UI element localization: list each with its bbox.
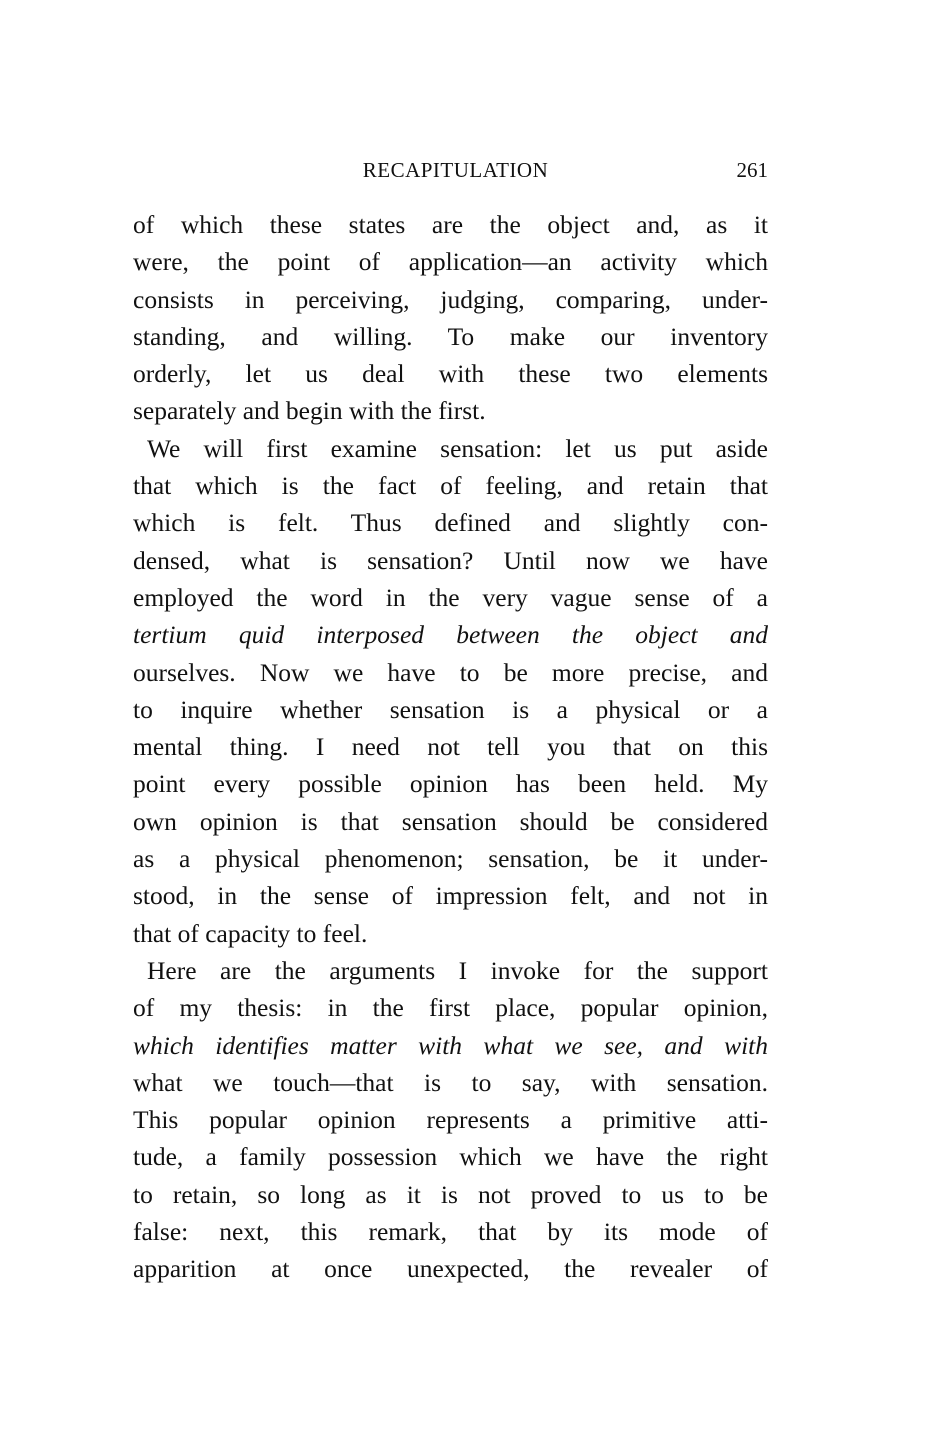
page-body (133, 206, 768, 1288)
text-line: ourselves. Now we have to be more precise, and (133, 657, 768, 687)
paragraph (133, 206, 768, 430)
text-line: densed, what is sensation? Until now we have (133, 545, 768, 575)
text-line: that which is the fact of feeling, and retain that (133, 471, 768, 501)
text-line: separately and begin with the first. (133, 396, 486, 426)
text-line: false: next, this remark, that by its mode of (133, 1217, 768, 1247)
text-line: mental thing. I need not tell you that on this (133, 732, 768, 762)
paragraph (133, 952, 768, 1288)
text-line: which identifies matter with what we see, and with (133, 1030, 768, 1060)
text-line: which is felt. Thus defined and slightly con- (133, 508, 768, 538)
text-line: tertium quid interposed between the object and (133, 620, 768, 650)
italic-phrase: tertium quid (133, 620, 285, 650)
text-line: tude, a family possession which we have the right (133, 1142, 768, 1172)
text-line: orderly, let us deal with these two elements (133, 359, 768, 389)
text-line: were, the point of application—an activity which (133, 247, 768, 277)
text-line: of my thesis: in the first place, popular opinion, (133, 993, 768, 1023)
text-line: that of capacity to feel. (133, 918, 368, 948)
text-line: This popular opinion represents a primitive atti- (133, 1105, 768, 1135)
paragraph (133, 430, 768, 952)
text-line: what we touch—that is to say, with sensation. (133, 1067, 768, 1097)
text-line: of which these states are the object and, as it (133, 210, 768, 239)
text-line: Here are the arguments I invoke for the support (147, 955, 768, 985)
text-line: as a physical phenomenon; sensation, be it under- (133, 844, 768, 874)
page-number: 261 (736, 158, 768, 182)
running-title: RECAPITULATION (362, 158, 549, 182)
text-line: point every possible opinion has been held. My (133, 769, 768, 799)
text-line: employed the word in the very vague sense of a (133, 582, 768, 612)
text-line: stood, in the sense of impression felt, and not in (133, 881, 768, 911)
text-line: apparition at once unexpected, the revealer of (133, 1254, 768, 1284)
page-header (133, 158, 768, 188)
text-line: standing, and willing. To make our inventory (133, 321, 768, 351)
text-line: own opinion is that sensation should be considered (133, 806, 768, 836)
text-line: to retain, so long as it is not proved to us to be (133, 1179, 768, 1209)
text-line: consists in perceiving, judging, comparing, under- (133, 284, 768, 314)
text-line: We will first examine sensation: let us put aside (147, 433, 768, 463)
text-line: to inquire whether sensation is a physical or a (133, 694, 768, 724)
